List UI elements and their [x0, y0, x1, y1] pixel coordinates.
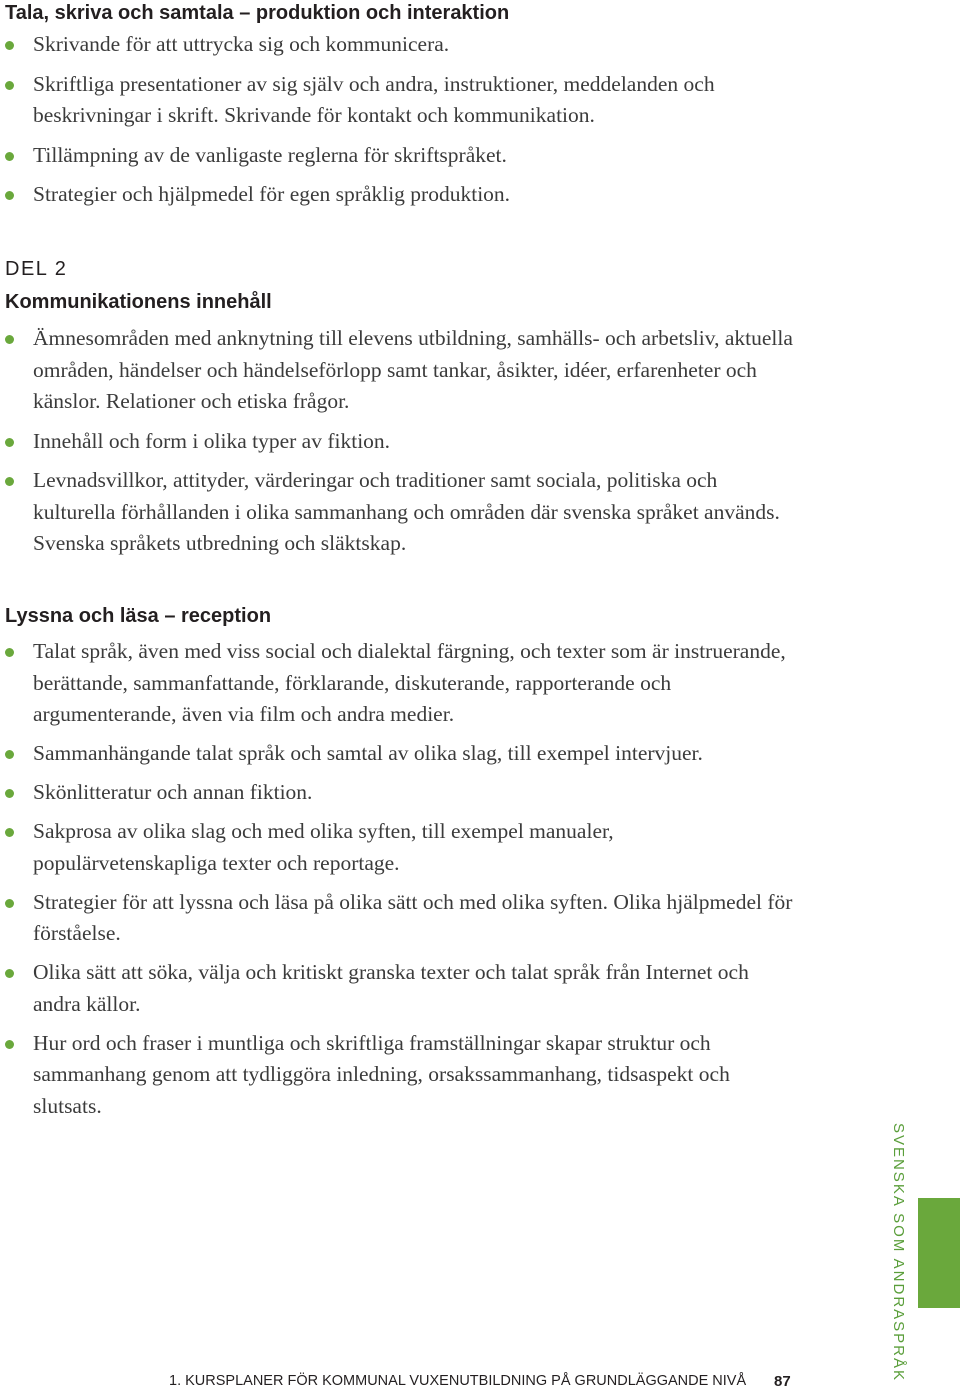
bullet-icon — [5, 899, 14, 908]
bullet-icon — [5, 789, 14, 798]
list-item: Tillämpning av de vanligaste reglerna för skriftspråket. — [0, 140, 800, 172]
bullet-icon — [5, 828, 14, 837]
section-heading-reception: Lyssna och läsa – reception — [5, 605, 272, 627]
bullet-icon — [5, 191, 14, 200]
bullet-icon — [5, 477, 14, 486]
list-item: Hur ord och fraser i muntliga och skriftliga framställningar skapar struktur och sammanhang genom att tydliggöra inledning, orsakssammanhang, tidsaspekt och slutsats. — [0, 1028, 800, 1123]
list-item: Skönlitteratur och annan fiktion. — [0, 777, 800, 809]
part-label: DEL 2 — [5, 258, 68, 280]
content-list — [0, 323, 800, 560]
bullet-icon — [5, 152, 14, 161]
subject-side-label: SVENSKA SOM ANDRASPRÅK — [890, 1122, 908, 1383]
reception-list — [0, 636, 800, 1122]
footer-chapter-title: 1. KURSPLANER FÖR KOMMUNAL VUXENUTBILDNING PÅ GRUNDLÄGGANDE NIVÅ — [169, 1373, 747, 1389]
section-tab-marker — [918, 1198, 960, 1308]
list-item: Talat språk, även med viss social och dialektal färgning, och texter som är instruerande, berättande, sammanfattande, förklarande, diskuterande, rapporterande och argumenterande, även via film och andra medier. — [0, 636, 800, 731]
bullet-icon — [5, 81, 14, 90]
list-item: Sakprosa av olika slag och med olika syften, till exempel manualer, populärvetenskapliga texter och reportage. — [0, 816, 800, 879]
list-item: Skriftliga presentationer av sig själv och andra, instruktioner, meddelanden och beskrivningar i skrift. Skrivande för kontakt och kommunikation. — [0, 69, 800, 132]
bullet-icon — [5, 969, 14, 978]
section-heading-production: Tala, skriva och samtala – produktion och interaktion — [5, 2, 510, 24]
bullet-icon — [5, 41, 14, 50]
list-item: Innehåll och form i olika typer av fiktion. — [0, 426, 800, 458]
list-item: Olika sätt att söka, välja och kritiskt granska texter och talat språk från Internet och andra källor. — [0, 957, 800, 1020]
bullet-icon — [5, 648, 14, 657]
list-item: Skrivande för att uttrycka sig och kommunicera. — [0, 29, 800, 61]
bullet-icon — [5, 438, 14, 447]
list-item: Strategier för att lyssna och läsa på olika sätt och med olika syften. Olika hjälpmedel för förståelse. — [0, 887, 800, 950]
page-number: 87 — [774, 1373, 791, 1390]
list-item: Levnadsvillkor, attityder, värderingar och traditioner samt sociala, politiska och kulturella förhållanden i olika sammanhang och områden där svenska språket används. Svenska språkets utbredning och släktskap. — [0, 465, 800, 560]
bullet-icon — [5, 335, 14, 344]
list-item: Sammanhängande talat språk och samtal av olika slag, till exempel intervjuer. — [0, 738, 800, 770]
bullet-icon — [5, 750, 14, 759]
bullet-icon — [5, 1040, 14, 1049]
list-item: Ämnesområden med anknytning till elevens utbildning, samhälls- och arbetsliv, aktuella områden, händelser och händelseförlopp samt tankar, åsikter, idéer, erfarenheter och känslor. Relationer och etiska frågor. — [0, 323, 800, 418]
production-list — [0, 29, 800, 211]
list-item: Strategier och hjälpmedel för egen språklig produktion. — [0, 179, 800, 211]
section-heading-content: Kommunikationens innehåll — [5, 291, 272, 313]
